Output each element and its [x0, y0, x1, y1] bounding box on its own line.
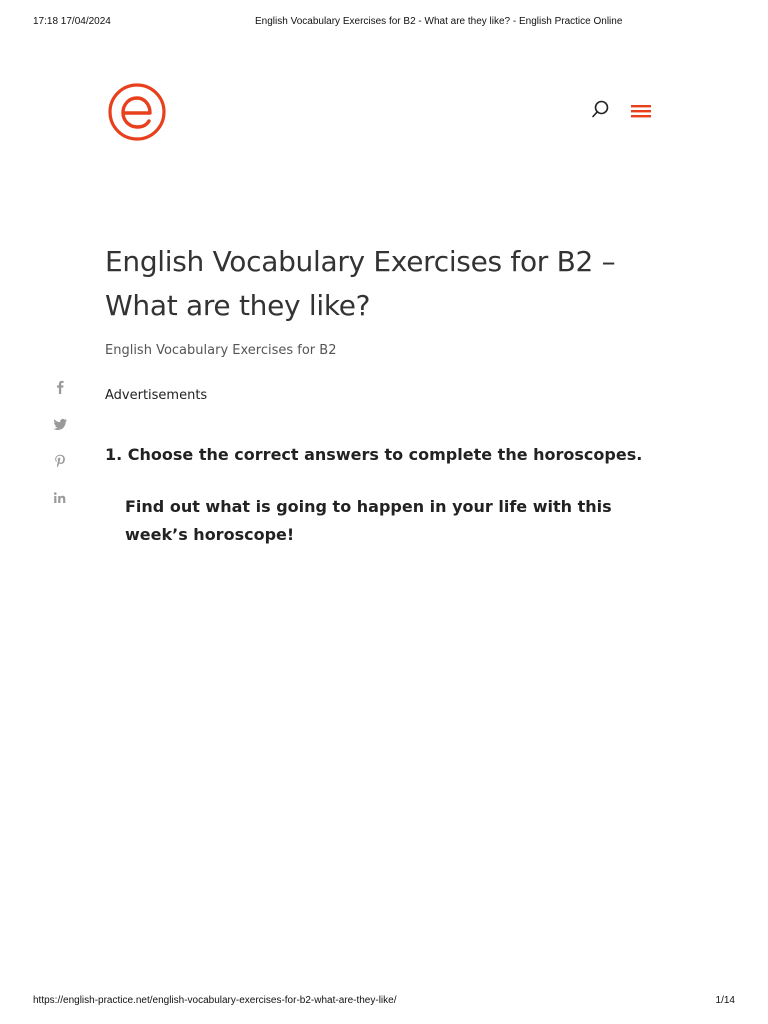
article-title: English Vocabulary Exercises for B2 – What are they like? — [105, 245, 616, 322]
share-pinterest-button[interactable] — [48, 449, 72, 473]
share-twitter-button[interactable] — [48, 412, 72, 436]
print-datetime: 17:18 17/04/2024 — [33, 16, 111, 27]
article-content — [105, 240, 665, 549]
print-page-number: 1/14 — [715, 995, 735, 1006]
print-page-title: English Vocabulary Exercises for B2 - What are they like? - English Practice Online — [255, 16, 623, 27]
site-header — [0, 80, 768, 142]
print-footer — [0, 995, 768, 1009]
search-button[interactable] — [588, 98, 612, 122]
english-practice-logo-icon — [107, 82, 167, 142]
site-logo[interactable] — [107, 82, 167, 142]
exercise-heading: 1. Choose the correct answers to complete the horoscopes. — [105, 445, 643, 464]
exercise-subheading: Find out what is going to happen in your life with this week’s horoscope! — [125, 497, 612, 544]
twitter-icon — [48, 412, 72, 436]
share-facebook-button[interactable] — [48, 375, 72, 399]
menu-button[interactable] — [629, 100, 653, 122]
advertisements-label: Advertisements — [105, 388, 208, 403]
linkedin-icon — [48, 486, 72, 510]
print-header — [0, 16, 768, 30]
social-share-bar — [48, 375, 72, 523]
search-icon — [588, 98, 612, 122]
category-link[interactable]: English Vocabulary Exercises for B2 — [105, 343, 337, 358]
facebook-icon — [48, 375, 72, 399]
share-linkedin-button[interactable] — [48, 486, 72, 510]
print-url: https://english-practice.net/english-vocabulary-exercises-for-b2-what-are-they-like/ — [33, 995, 397, 1006]
pinterest-icon — [48, 449, 72, 473]
hamburger-menu-icon — [629, 100, 653, 122]
